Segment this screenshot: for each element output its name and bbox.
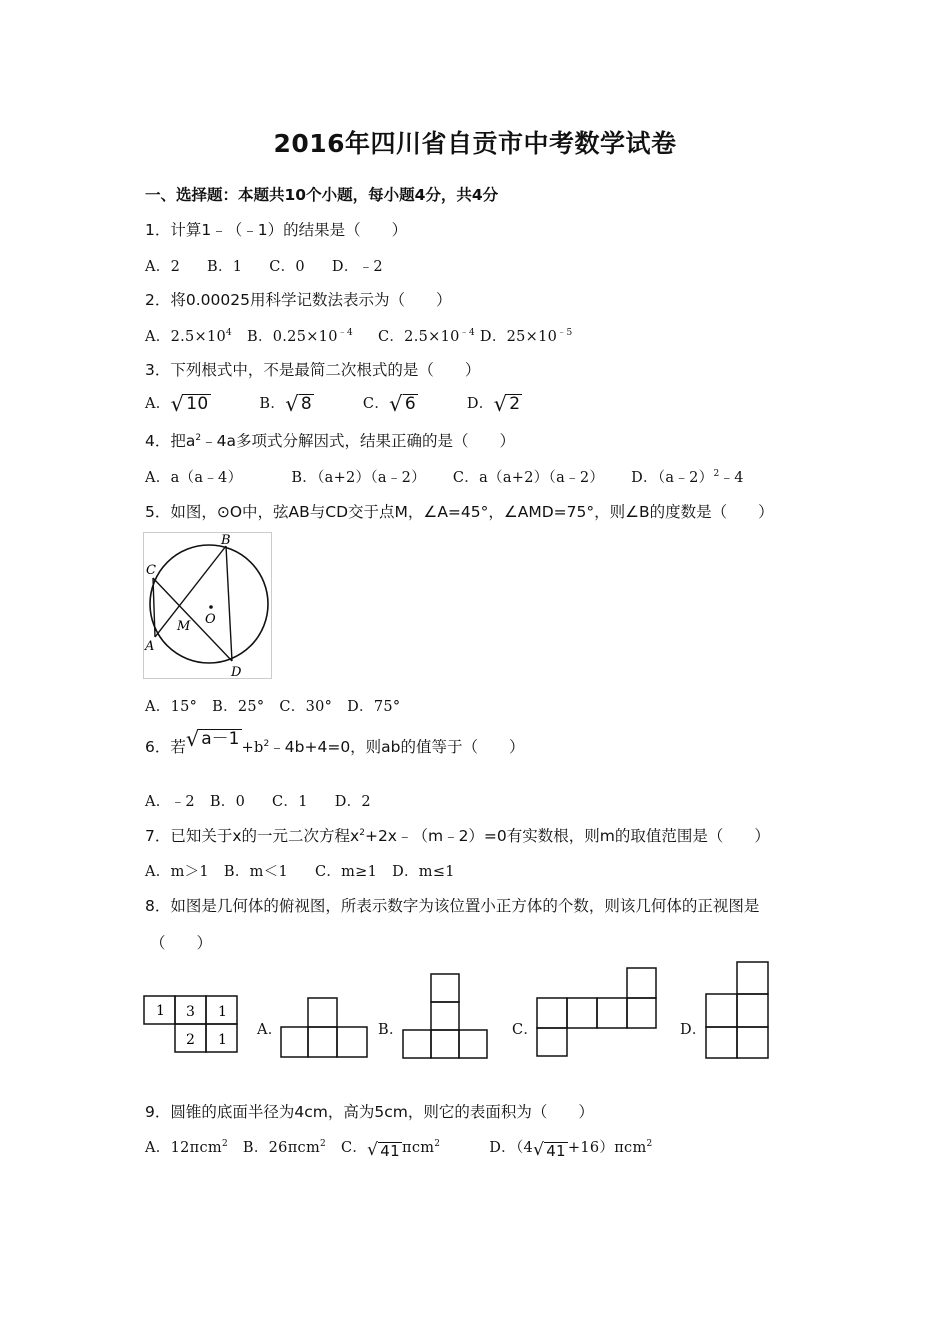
top-view-grid	[142, 994, 242, 1060]
q3-option-d: D． √ 2	[466, 392, 521, 416]
question-4-stem: 4．把$a^2﹣4a$多项式分解因式，结果正确的是（ ）	[145, 432, 515, 450]
q6-option-b: B．0	[209, 794, 246, 810]
q5-option-a: A．15°	[145, 699, 198, 715]
circle-o	[150, 545, 268, 663]
q4-option-d: D．（a﹣2）$^2$﹣4	[631, 469, 744, 486]
q8-option-d-label: D．	[680, 1022, 707, 1038]
question-7-options	[145, 860, 455, 881]
q9-option-b: B．26πcm$^2$	[242, 1139, 327, 1156]
question-3-stem: 3．下列根式中，不是最简二次根式的是（ ）	[145, 361, 481, 379]
grid-num-3: 1	[218, 1004, 227, 1020]
q8-option-a-figure	[280, 996, 370, 1060]
q1-option-b: B．1	[207, 259, 243, 275]
q8-option-c-label: C．	[512, 1022, 539, 1038]
q7-option-b: B．m＜1	[223, 864, 289, 880]
label-o: O	[205, 612, 216, 627]
question-1-options	[145, 255, 383, 276]
q1-option-a: A．2	[145, 259, 181, 275]
q3-option-a: A． √ 10	[145, 392, 209, 416]
label-d: D	[231, 665, 242, 680]
q5-option-c: C．30°	[279, 699, 333, 715]
page-title: 2016年四川省自贡市中考数学试卷	[273, 129, 677, 158]
question-2-options	[145, 325, 573, 346]
q9-option-c: C． √ 41 πcm$^2$	[340, 1139, 441, 1160]
circle-figure	[143, 532, 273, 680]
q2-option-d: D．$25\times 10^{﹣5}$	[479, 328, 573, 345]
q7-option-d: D．m≤1	[392, 864, 455, 880]
q6-option-c: C．1	[272, 794, 308, 810]
q3-option-c: C． √ 6	[362, 392, 416, 416]
q6-option-a: A．﹣2	[145, 794, 195, 810]
q1-option-d: D．﹣2	[331, 259, 383, 275]
q1-option-c: C．0	[269, 259, 305, 275]
grid-num-1: 1	[156, 1003, 165, 1019]
q5-option-b: B．25°	[212, 699, 265, 715]
q4-option-a: A．a（a﹣4）	[145, 470, 243, 486]
question-5-options	[145, 695, 400, 716]
q8-option-d-figure	[703, 960, 771, 1060]
q8-option-a-label: A．	[257, 1022, 283, 1038]
segment-bd	[226, 546, 232, 661]
grid-num-5: 1	[218, 1032, 227, 1048]
q9-option-a: A．12πcm$^2$	[145, 1139, 228, 1156]
section-heading: 一、选择题：本题共10个小题，每小题4分，共4分	[145, 186, 499, 204]
q2-option-a: A．$2.5\times 10^4$	[145, 328, 233, 345]
question-6-options	[145, 790, 371, 811]
q9-option-d: D．（4 √ 41 +16）πcm$^2$	[489, 1139, 653, 1160]
q2-option-b: B．$0.25\times 10^{﹣4}$	[246, 328, 354, 345]
q5-option-d: D．75°	[347, 699, 401, 715]
center-point	[209, 605, 213, 609]
q8-option-c-figure	[535, 966, 659, 1058]
q3-option-b: B． √ 8	[259, 392, 312, 416]
q2-option-c: C．$2.5\times 10^{﹣4}$	[377, 328, 475, 345]
figure-frame	[144, 533, 272, 679]
q8-option-b-figure	[402, 972, 490, 1062]
question-3-options	[145, 392, 522, 414]
q4-option-c: C．a（a+2）（a﹣2）	[452, 470, 605, 486]
question-9-stem: 9．圆锥的底面半径为4cm，高为5cm，则它的表面积为（ ）	[145, 1103, 594, 1121]
question-6-stem: 6．若 √ a－1 $+b^2﹣4b+4=0$，则ab的值等于（ ）	[145, 727, 525, 756]
label-c: C	[146, 563, 156, 578]
q7-option-a: A．m＞1	[145, 864, 209, 880]
q4-option-b: B．（a+2）（a﹣2）	[291, 470, 426, 486]
q7-option-c: C．m≥1	[314, 864, 378, 880]
question-5-stem: 5．如图，⊙O中，弦AB与CD交于点M，∠A=45°，∠AMD=75°，则∠B的度数是（ ）	[145, 503, 774, 521]
label-b: B	[221, 533, 231, 548]
question-2-stem: 2．将0.00025用科学记数法表示为（ ）	[145, 291, 452, 309]
question-9-options	[145, 1136, 653, 1159]
grid-num-4: 2	[186, 1032, 195, 1048]
question-4-options	[145, 466, 744, 487]
question-8-stem-cont: （ ）	[150, 934, 213, 952]
question-7-stem: 7．已知关于x的一元二次方程$x^2+2x﹣(m﹣2)=0$有实数根，则m的取值范围是（ ）	[145, 827, 770, 845]
q6-option-d: D．2	[334, 794, 371, 810]
question-8-stem: 8．如图是几何体的俯视图，所表示数字为该位置小正方体的个数，则该几何体的正视图是	[145, 897, 760, 915]
grid-num-2: 3	[186, 1004, 195, 1020]
question-1-stem: 1．计算1﹣（﹣1）的结果是（ ）	[145, 221, 408, 239]
chord-cd	[153, 578, 232, 661]
q8-option-b-label: B．	[378, 1022, 404, 1038]
label-m: M	[177, 619, 191, 634]
label-a: A	[145, 639, 155, 654]
segment-ca	[153, 578, 155, 637]
